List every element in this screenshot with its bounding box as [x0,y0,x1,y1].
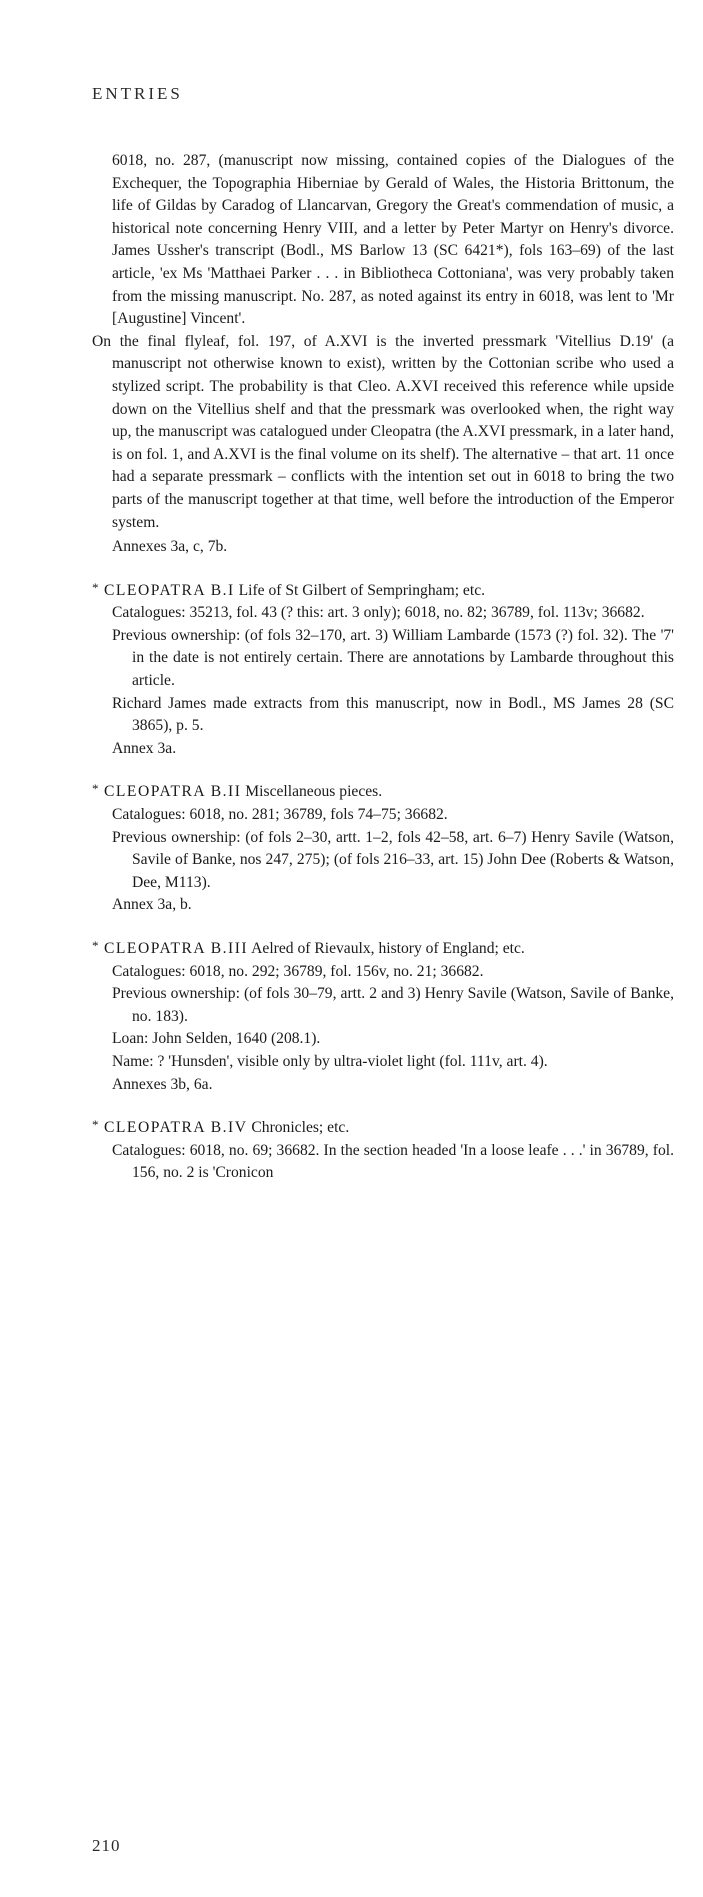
entry-title: Chronicles; etc. [247,1119,350,1137]
intro-paragraph-1: 6018, no. 287, (manuscript now missing, contained copies of the Dialogues of the Exchequer, the Topographia Hiberniae by Gerald of Wales, the Historia Brittonum, the life of Gildas by Caradog of Llancarvan, Gregory the Great's commendation of music, a historical note concerning Henry VIII, and a letter by Peter Martyr on Henry's divorce. James Ussher's transcript (Bodl., MS Barlow 13 (SC 6421*), fols 163–69) of the last article, 'ex Ms 'Matthaei Parker . . . in Bibliotheca Cottoniana', was very probably taken from the missing manuscript. No. 287, as noted against its entry in 6018, was lent to 'Mr [Augustine] Vincent'. [112,152,674,328]
running-head: ENTRIES [92,84,183,103]
entry-line: Previous ownership: (of fols 32–170, art. 3) William Lambarde (1573 (?) fol. 32). The '7' in the date is not entirely certain. There are annotations by Lambarde throughout this article. [112,626,674,690]
shelfmark: CLEOPATRA B.I [104,581,235,599]
entry-heading [92,778,674,804]
asterisk-marker: * [92,938,99,953]
entry-heading [92,577,674,603]
entry-line: Richard James made extracts from this manuscript, now in Bodl., MS James 28 (SC 3865), p. 5. [112,694,674,735]
entry-title: Life of St Gilbert of Sempringham; etc. [234,581,486,599]
entry-line: Catalogues: 6018, no. 69; 36682. In the section headed 'In a loose leafe . . .' in 36789, fol. 156, no. 2 is 'Cronicon [112,1141,674,1182]
entry-line: Loan: John Selden, 1640 (208.1). [112,1030,321,1048]
entry-heading [92,935,674,961]
entry-cleopatra-b-ii [92,778,674,917]
asterisk-marker: * [92,1117,99,1133]
entry-heading [92,1114,674,1140]
page-number: 210 [92,1836,121,1855]
entry-annex: Annex 3a. [112,739,177,757]
page-body [92,150,674,1185]
entry-line: Name: ? 'Hunsden', visible only by ultra-violet light (fol. 111v, art. 4). [112,1052,548,1070]
entry-annex: Annex 3a, b. [112,896,192,914]
entry-annex: Annexes 3b, 6a. [112,1075,213,1093]
intro-annex: Annexes 3a, c, 7b. [112,538,228,556]
entry-line: Previous ownership: (of fols 2–30, artt. 1–2, fols 42–58, art. 6–7) Henry Savile (Watson, Savile of Banke, nos 247, 275); (of fols 216–33, art. 15) John Dee (Roberts & Watson, Dee, M113). [112,828,674,891]
entry-line: Catalogues: 6018, no. 281; 36789, fols 74–75; 36682. [112,806,448,824]
entry-title: Aelred of Rievaulx, history of England; etc. [248,940,525,957]
entry-cleopatra-b-iii [92,935,674,1096]
entry-cleopatra-b-iv [92,1114,674,1185]
intro-paragraph-2: On the final flyleaf, fol. 197, of A.XVI is the inverted pressmark 'Vitellius D.19' (a manuscript not otherwise known to exist), written by the Cottonian scribe who used a stylized script. The probability is that Cleo. A.XVI received this reference while upside down on the Vitellius shelf and that the pressmark was overlooked when, the right way up, the manuscript was catalogued under Cleopatra (the A.XVI pressmark, in a later hand, is on fol. 1, and A.XVI is the final volume on its shelf). The alternative – that art. 11 once had a separate pressmark – conflicts with the intention set out in 6018 to bring the two parts of the manuscript together at that time, well before the introduction of the Emperor system. [92,332,674,531]
entry-line: Previous ownership: (of fols 30–79, artt. 2 and 3) Henry Savile (Watson, Savile of Banke, no. 183). [112,985,674,1025]
shelfmark: CLEOPATRA B.II [104,783,242,801]
asterisk-marker: * [92,781,99,797]
entry-line: Catalogues: 6018, no. 292; 36789, fol. 156v, no. 21; 36682. [112,962,484,980]
shelfmark: CLEOPATRA B.III [104,940,249,957]
entry-cleopatra-b-i [92,577,674,761]
entry-title: Miscellaneous pieces. [241,783,383,801]
asterisk-marker: * [92,579,99,595]
shelfmark: CLEOPATRA B.IV [104,1119,248,1137]
entry-line: Catalogues: 35213, fol. 43 (? this: art. 3 only); 6018, no. 82; 36789, fol. 113v; 36682. [112,604,645,622]
